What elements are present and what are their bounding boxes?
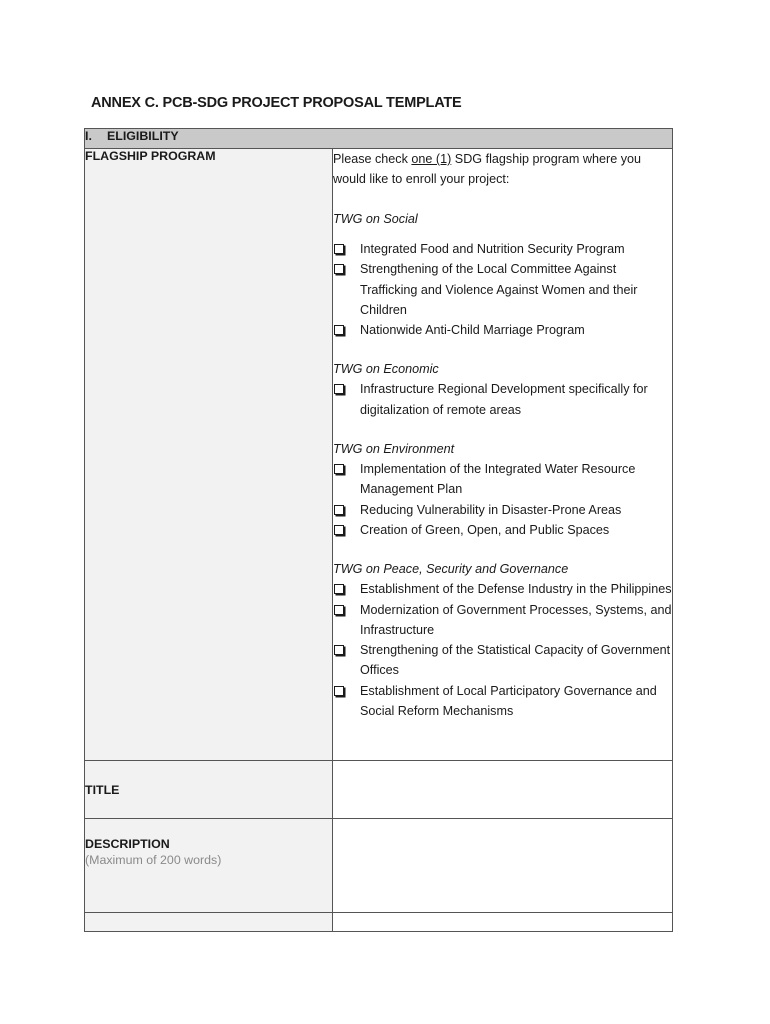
one-emphasis: one (1): [411, 152, 452, 166]
checklist-item[interactable]: Infrastructure Regional Development specifically for digitalization of remote areas: [333, 379, 672, 420]
checklist-item[interactable]: Establishment of Local Participatory Governance and Social Reform Mechanisms: [333, 681, 672, 722]
flagship-program-options: [333, 149, 673, 761]
checkbox-icon[interactable]: [334, 645, 344, 655]
group-title-economic: TWG on Economic: [333, 362, 439, 377]
checklist-item[interactable]: Creation of Green, Open, and Public Spaces: [333, 520, 672, 540]
checklist-economic: [333, 379, 672, 420]
flagship-program-label: FLAGSHIP PROGRAM: [85, 149, 333, 761]
section-number: I.: [85, 129, 92, 143]
section-header-row: [85, 129, 673, 149]
checkbox-icon[interactable]: [334, 464, 344, 474]
checklist-item[interactable]: Nationwide Anti-Child Marriage Program: [333, 320, 672, 340]
description-label-cell: [85, 819, 333, 913]
checkbox-icon[interactable]: [334, 605, 344, 615]
checkbox-icon[interactable]: [334, 244, 344, 254]
checkbox-icon[interactable]: [334, 505, 344, 515]
empty-value-cell[interactable]: [333, 913, 673, 932]
title-input-cell[interactable]: [333, 761, 673, 819]
checklist-item[interactable]: Implementation of the Integrated Water Resource Management Plan: [333, 459, 672, 500]
description-row: [85, 819, 673, 913]
group-title-social: TWG on Social: [333, 212, 418, 226]
checklist-item[interactable]: Strengthening of the Statistical Capacity of Government Offices: [333, 640, 672, 681]
empty-label-cell: [85, 913, 333, 932]
checklist-item[interactable]: Reducing Vulnerability in Disaster-Prone Areas: [333, 500, 672, 520]
group-title-peace-security-governance: TWG on Peace, Security and Governance: [333, 562, 569, 577]
checklist-social: [333, 239, 672, 340]
empty-row: [85, 913, 673, 932]
checkbox-icon[interactable]: [334, 384, 344, 394]
description-hint: (Maximum of 200 words): [85, 853, 222, 867]
description-input-cell[interactable]: [333, 819, 673, 913]
checklist-peace-security-governance: [333, 579, 672, 721]
checkbox-icon[interactable]: [334, 686, 344, 696]
checklist-environment: [333, 459, 672, 540]
flagship-instructions: Please check one (1) SDG flagship program where you would like to enroll your project:: [333, 152, 642, 186]
checklist-item[interactable]: Establishment of the Defense Industry in the Philippines: [333, 579, 672, 599]
checklist-item[interactable]: Modernization of Government Processes, Systems, and Infrastructure: [333, 600, 672, 641]
checkbox-icon[interactable]: [334, 264, 344, 274]
checkbox-icon[interactable]: [334, 325, 344, 335]
title-row: [85, 761, 673, 819]
checklist-item[interactable]: Strengthening of the Local Committee Against Trafficking and Violence Against Women and their Children: [333, 259, 672, 320]
section-title: ELIGIBILITY: [107, 129, 179, 143]
flagship-program-row: [85, 149, 673, 761]
checklist-item[interactable]: Integrated Food and Nutrition Security Program: [333, 239, 672, 259]
checkbox-icon[interactable]: [334, 584, 344, 594]
group-title-environment: TWG on Environment: [333, 442, 455, 457]
title-label: TITLE: [85, 761, 333, 819]
proposal-form-table: [84, 128, 673, 932]
checkbox-icon[interactable]: [334, 525, 344, 535]
description-label: DESCRIPTION: [85, 837, 170, 851]
section-header: [85, 129, 673, 149]
document-title: ANNEX C. PCB-SDG PROJECT PROPOSAL TEMPLATE: [91, 95, 462, 111]
